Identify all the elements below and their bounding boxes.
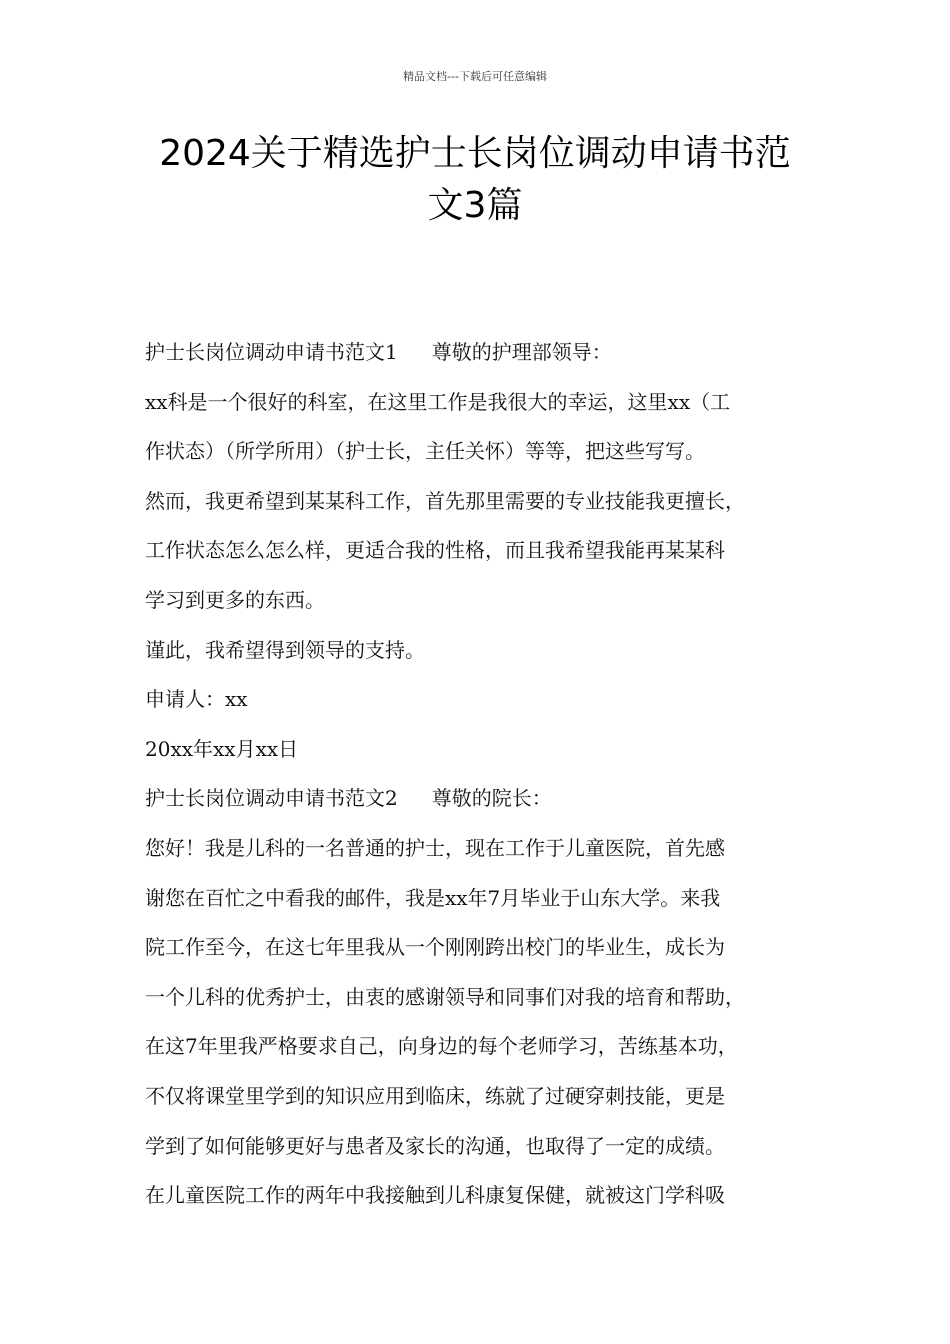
body-line: 谨此，我希望得到领导的支持。 xyxy=(145,637,425,662)
body-line: 在这7年里我严格要求自己，向身边的每个老师学习，苦练基本功， xyxy=(145,1034,738,1059)
section-heading-2: 护士长岗位调动申请书范文2 xyxy=(145,786,398,811)
body-line: 然而，我更希望到某某科工作，首先那里需要的专业技能我更擅长， xyxy=(145,488,745,513)
page-header-note: 精品文档---下载后可任意编辑 xyxy=(403,70,547,83)
body-line: 一个儿科的优秀护士，由衷的感谢领导和同事们对我的培育和帮助， xyxy=(145,984,745,1009)
body-line: 院工作至今，在这七年里我从一个刚刚跨出校门的毕业生，成长为 xyxy=(145,935,725,960)
salutation-2: 尊敬的院长： xyxy=(431,786,552,811)
document-body xyxy=(145,328,815,1221)
body-line: 谢您在百忙之中看我的邮件，我是xx年7月毕业于山东大学。来我 xyxy=(145,885,721,910)
body-line: 工作状态怎么怎么样，更适合我的性格，而且我希望我能再某某科 xyxy=(145,538,725,563)
body-line: 学习到更多的东西。 xyxy=(145,587,325,612)
body-line: xx科是一个很好的科室，在这里工作是我很大的幸运，这里xx（工 xyxy=(145,389,731,414)
heading-line-2 xyxy=(145,774,815,824)
date-line: 20xx年xx月xx日 xyxy=(145,736,299,761)
salutation-1: 尊敬的护理部领导： xyxy=(431,340,612,364)
title-line-2: 文3篇 xyxy=(427,185,523,226)
body-line: 作状态）（所学所用）（护士长，主任关怀）等等，把这些写写。 xyxy=(145,439,705,464)
body-line: 在儿童医院工作的两年中我接触到儿科康复保健，就被这门学科吸 xyxy=(145,1183,725,1208)
section-heading-1: 护士长岗位调动申请书范文1 xyxy=(145,340,398,364)
document-title xyxy=(110,128,840,232)
body-line: 您好！我是儿科的一名普通的护士，现在工作于儿童医院，首先感 xyxy=(145,835,725,860)
applicant-line: 申请人：xx xyxy=(145,687,248,712)
body-line: 不仅将课堂里学到的知识应用到临床，练就了过硬穿刺技能，更是 xyxy=(145,1083,725,1108)
heading-line-1 xyxy=(145,328,815,378)
body-line: 学到了如何能够更好与患者及家长的沟通，也取得了一定的成绩。 xyxy=(145,1133,725,1158)
title-line-1: 2024关于精选护士长岗位调动申请书范 xyxy=(159,133,791,174)
